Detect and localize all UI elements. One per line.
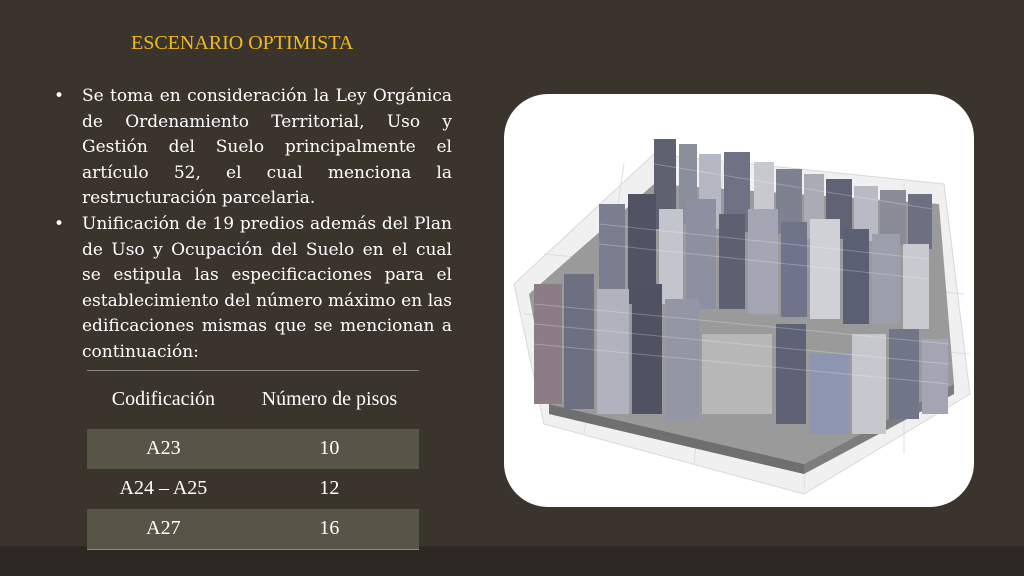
table-cell: A27 (87, 509, 240, 550)
table-cell: A24 – A25 (119, 477, 208, 499)
footer-bar (0, 546, 1024, 576)
table-header-row (87, 371, 419, 429)
bullet-text: Se toma en consideración la Ley Orgánica de Ordenamiento Territorial, Uso y Gestión del Suelo principalmente el artículo 52, el cual menciona la restructuración parcelaria. (82, 86, 452, 209)
floors-table (87, 370, 419, 550)
table-header-cell: Codificación (87, 371, 240, 429)
city-model-illustration (504, 94, 974, 507)
city-model-image (504, 94, 974, 507)
table-cell: 12 (319, 477, 340, 499)
bullet-text: Unificación de 19 predios además del Plan de Uso y Ocupación del Suelo en el cual se estipula las especificaciones para el establecimiento del número máximo en las edificaciones mismas que se mencionan a continuación: (82, 213, 452, 362)
bullet-item (54, 212, 452, 366)
table-row (87, 469, 419, 509)
table-row (87, 429, 419, 469)
bullet-list (54, 84, 452, 366)
table-cell: A23 (87, 429, 240, 469)
table-header-cell: Número de pisos (240, 371, 419, 429)
slide-title: ESCENARIO OPTIMISTA (131, 32, 354, 54)
table-row (87, 509, 419, 550)
bullet-icon: • (54, 86, 65, 106)
table-cell: 10 (240, 429, 419, 469)
bullet-item (54, 84, 452, 212)
table-cell: 16 (240, 509, 419, 550)
bullet-icon: • (54, 213, 65, 234)
